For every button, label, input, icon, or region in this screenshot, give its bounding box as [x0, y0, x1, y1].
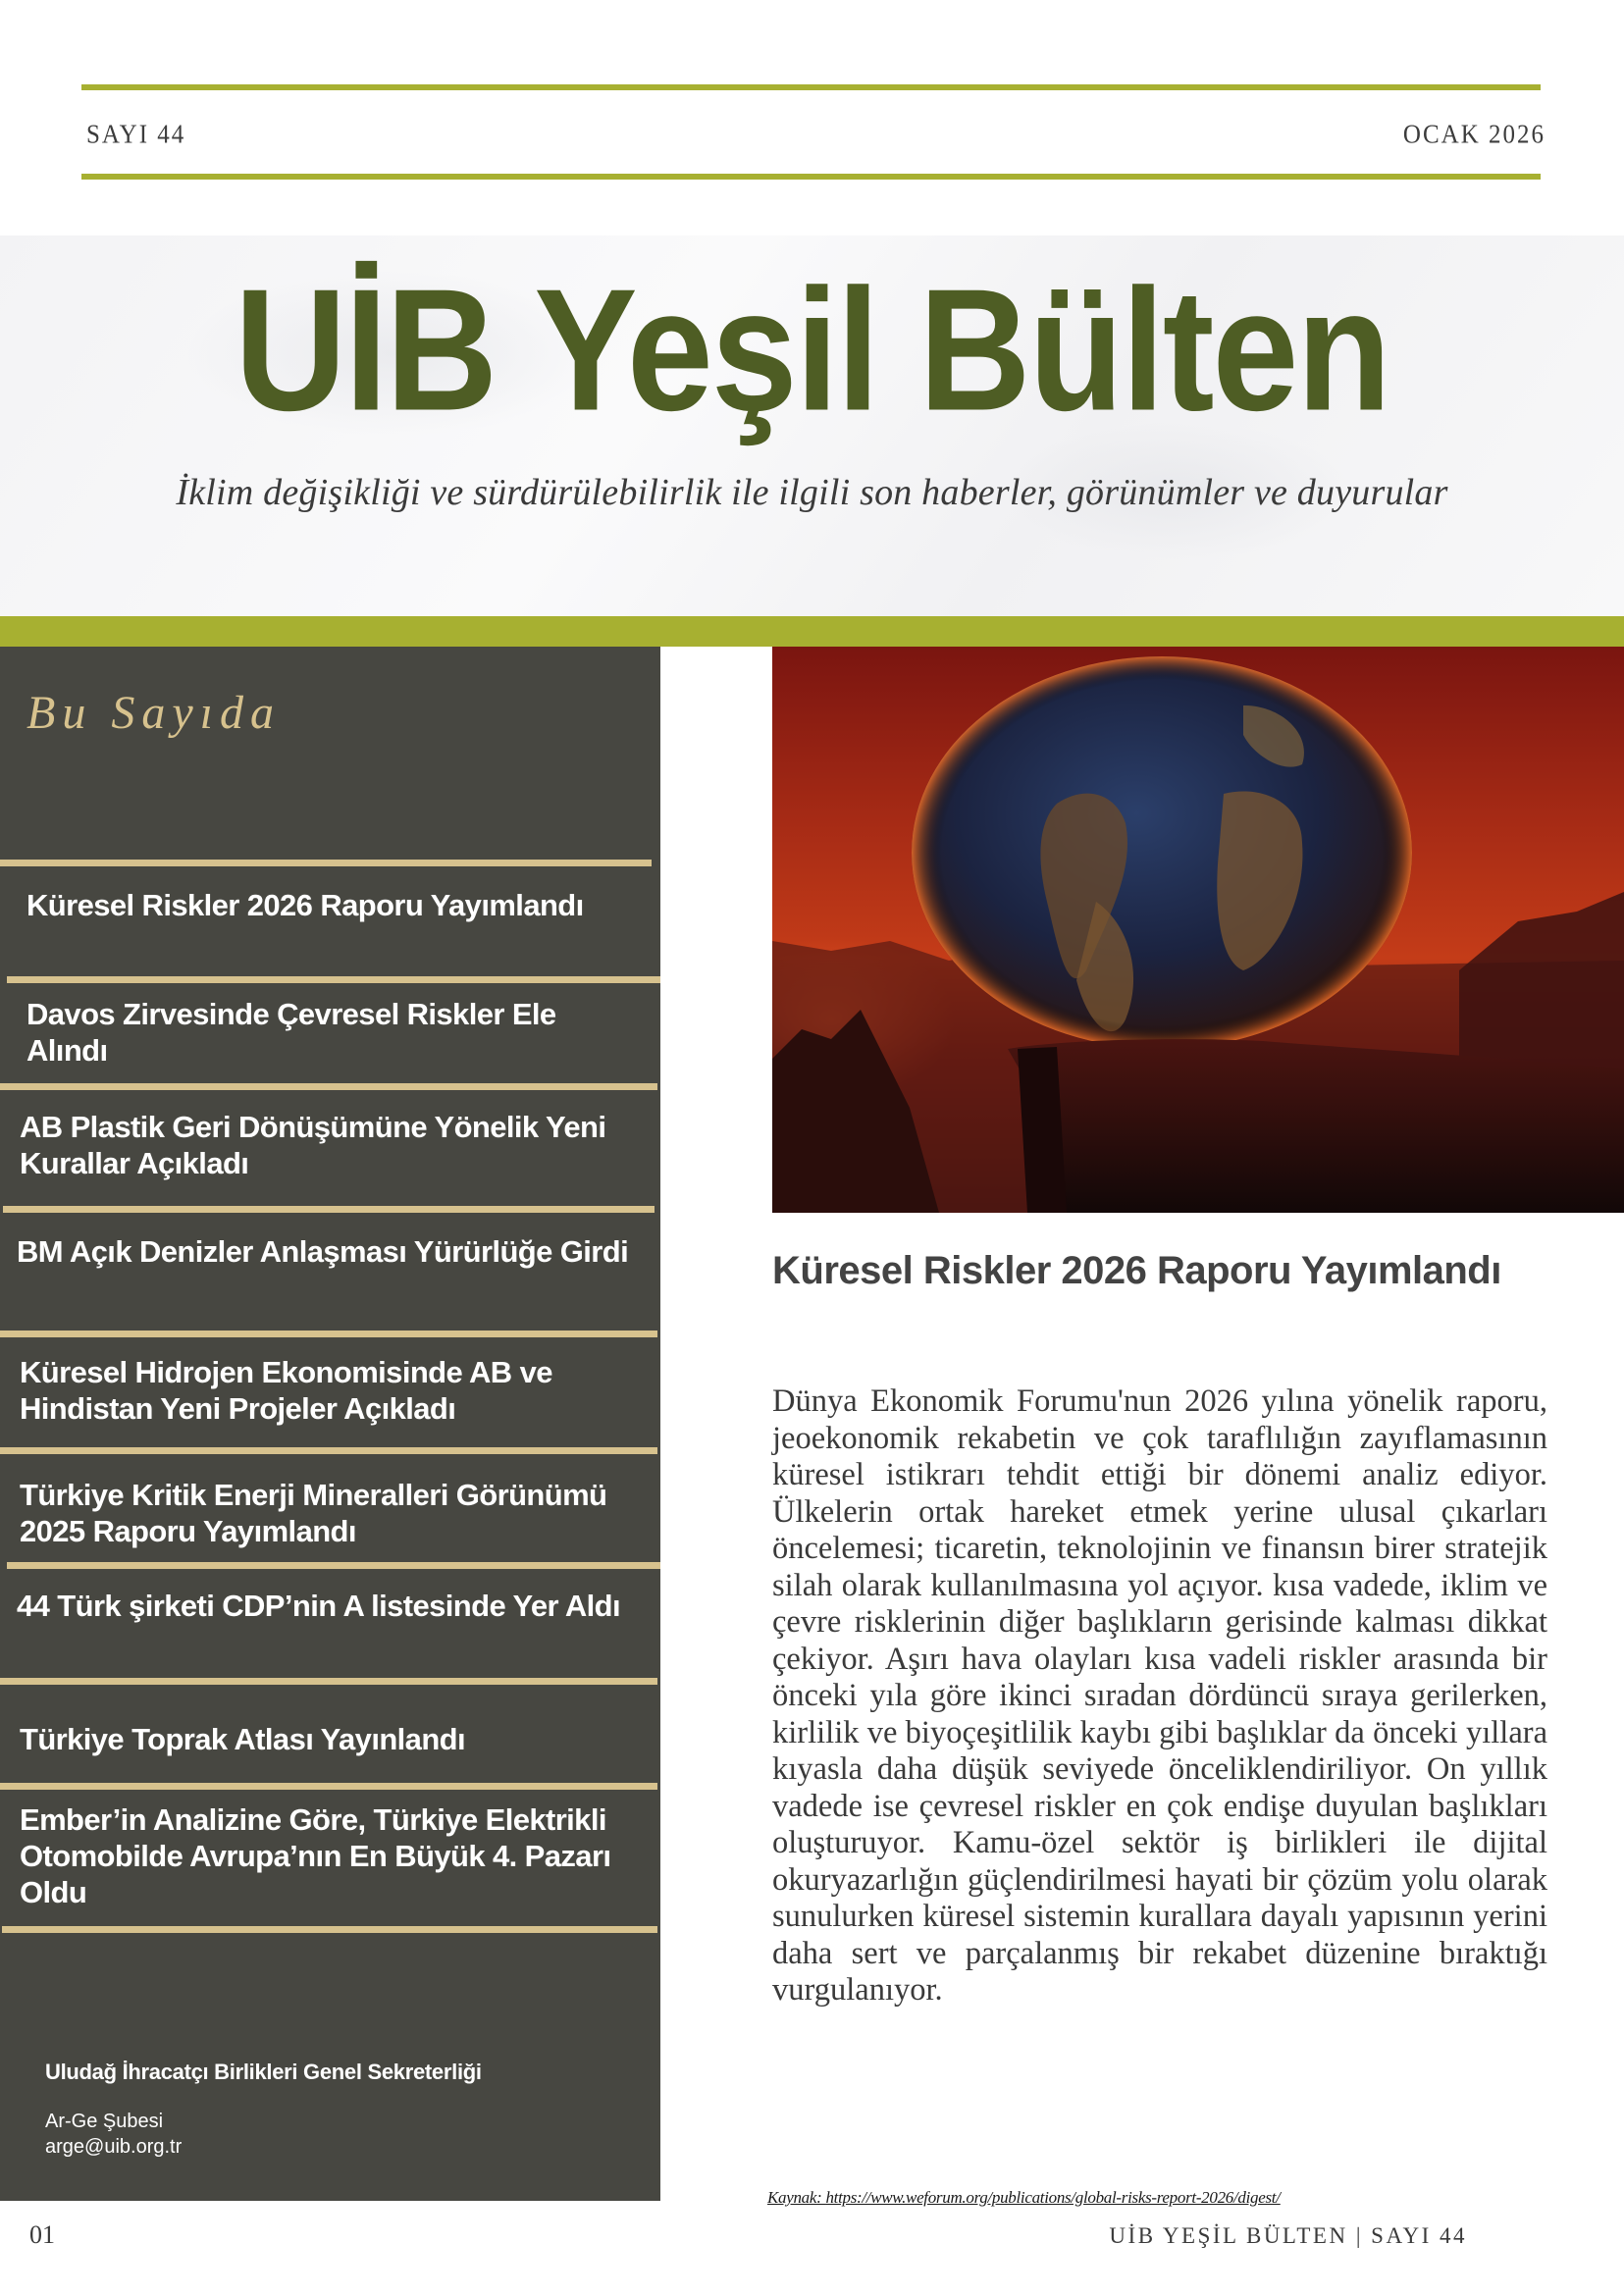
article-source	[767, 2188, 1281, 2208]
toc-item-eu-plastic[interactable]: AB Plastik Geri Dönüşümüne Yönelik Yeni Kurallar Açıkladı	[20, 1110, 606, 1180]
contact-email[interactable]: arge@uib.org.tr	[45, 2136, 183, 2158]
earth-globe-icon	[772, 647, 1624, 1213]
toc-item-soil-atlas[interactable]: Türkiye Toprak Atlası Yayınlandı	[20, 1722, 466, 1756]
toc-divider	[7, 976, 660, 983]
organization-name: Uludağ İhracatçı Birlikleri Genel Sekreterliği	[45, 2060, 482, 2084]
toc-divider	[0, 1678, 657, 1685]
article-title: Küresel Riskler 2026 Raporu Yayımlandı	[772, 1249, 1501, 1292]
masthead	[0, 235, 1624, 616]
toc-item-global-risks[interactable]: Küresel Riskler 2026 Raporu Yayımlandı	[26, 888, 584, 922]
department-name: Ar-Ge Şubesi	[45, 2111, 164, 2132]
source-link[interactable]: https://www.weforum.org/publications/global-risks-report-2026/digest/	[825, 2188, 1281, 2207]
footer-label: UİB YEŞİL BÜLTEN | SAYI 44	[1109, 2223, 1467, 2248]
source-label: Kaynak:	[767, 2188, 822, 2207]
toc-item-critical-minerals[interactable]: Türkiye Kritik Enerji Mineralleri Görünümü 2025 Raporu Yayımlandı	[20, 1478, 607, 1548]
toc-divider	[0, 860, 652, 866]
toc-item-cdp-a-list[interactable]: 44 Türk şirketi CDP’nin A listesinde Yer Aldı	[17, 1589, 621, 1623]
page-number: 01	[29, 2220, 55, 2249]
toc-divider	[7, 1562, 660, 1569]
toc-item-ember-ev[interactable]: Ember’in Analizine Göre, Türkiye Elektrikli Otomobilde Avrupa’nın En Büyük 4. Pazarı Oldu	[20, 1802, 611, 1909]
issue-date: OCAK 2026	[1402, 120, 1545, 150]
accent-band	[0, 616, 1624, 647]
in-this-issue-sidebar	[0, 647, 660, 2201]
toc-divider	[0, 1083, 657, 1090]
sidebar-heading: Bu Sayıda	[26, 687, 281, 739]
toc-divider	[0, 1447, 657, 1454]
toc-divider	[3, 1206, 655, 1213]
toc-divider	[2, 1926, 657, 1933]
top-rule	[81, 84, 1541, 90]
toc-item-un-high-seas[interactable]: BM Açık Denizler Anlaşması Yürürlüğe Girdi	[17, 1234, 629, 1269]
top-rule-lower	[81, 174, 1541, 180]
toc-item-hydrogen[interactable]: Küresel Hidrojen Ekonomisinde AB ve Hindistan Yeni Projeler Açıkladı	[20, 1355, 552, 1426]
toc-divider	[0, 1331, 657, 1337]
article-body: Dünya Ekonomik Forumu'nun 2026 yılına yönelik raporu, jeoekonomik rekabetin ve çok taraflılığın zayıflamasının küresel istikrarı tehdit ettiği bir dönemi analiz ediyor. Ülkelerin ortak hareket etmek yerine ulusal çıkarları öncelemesi; ticaretin, teknolojinin ve finansın birer stratejik silah olarak kullanılmasına yol açıyor. kısa vadede, iklim ve çevre risklerinin diğer başlıkların gerisinde kalması dikkat çekiyor. Aşırı hava olayları kısa vadeli riskler arasında bir önceki yıla göre ikinci sıradan dördüncü sıraya gerilerken, kirlilik ve biyoçeşitlilik kaybı gibi başlıklar da önceki yıllara kıyasla daha düşük seviyede önceliklendiriliyor. On yıllık vadede ise çevresel riskler en çok endişe duyulan başlıkları oluşturuyor. Kamu-özel sektör iş birlikleri ile dijital okuryazarlığın güçlendirilmesi hayati bir çözüm yolu olarak sunulurken küresel sistemin kurallara dayalı yapısının yerini daha sert ve parçalanmış bir rekabet düzenine bıraktığı vurgulanıyor.	[772, 1383, 1547, 2008]
newsletter-tagline: İklim değişikliği ve sürdürülebilirlik ile ilgili son haberler, görünümler ve duyurular	[176, 472, 1448, 513]
toc-divider	[0, 1783, 657, 1790]
toc-item-davos[interactable]: Davos Zirvesinde Çevresel Riskler Ele Alındı	[26, 997, 556, 1068]
newsletter-title: UİB Yeşil Bülten	[235, 253, 1389, 447]
issue-number: SAYI 44	[86, 120, 186, 150]
contact-block	[45, 2060, 482, 2160]
article-hero-image	[772, 647, 1624, 1213]
